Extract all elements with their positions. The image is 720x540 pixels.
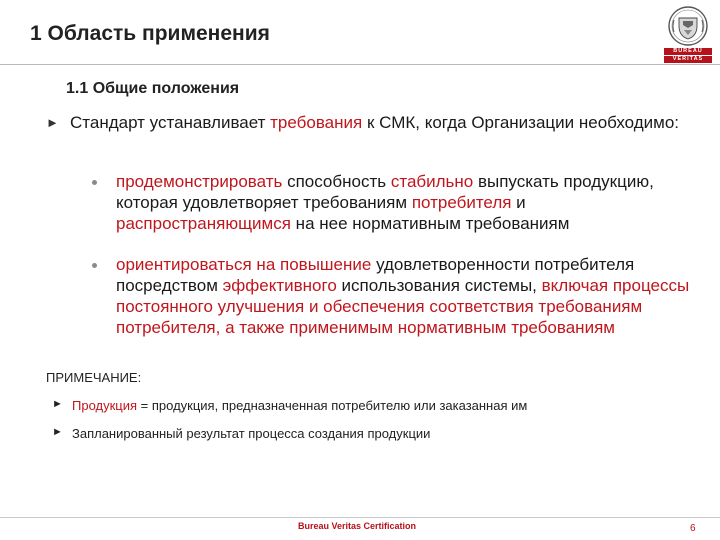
note-item: [52, 398, 672, 413]
triangle-bullet-icon: ►: [52, 426, 63, 438]
list-item: [92, 171, 702, 234]
note-item-text: Продукция = продукция, предназначенная потребителю или заказанная им: [72, 398, 528, 413]
slide-title: 1 Область применения: [30, 22, 270, 45]
main-bullet-text: Стандарт устанавливает требования к СМК, когда Организации необходимо:: [70, 113, 680, 132]
bureau-veritas-emblem-icon: [664, 4, 712, 48]
title-divider: [0, 64, 720, 65]
list-item-text: ориентироваться на повышение удовлетворенности потребителя посредством эффективного использования системы, включая процессы постоянного улучшения и обеспечения соответствия требованиям потребителя, а также применимым нормативным требованиям: [116, 255, 690, 337]
note-label: ПРИМЕЧАНИЕ:: [46, 370, 142, 385]
main-bullet: [46, 111, 686, 134]
triangle-bullet-icon: ►: [52, 398, 63, 410]
note-item: [52, 426, 672, 441]
footer-divider: [0, 517, 720, 518]
dot-bullet-icon: [92, 180, 97, 185]
section-subtitle: 1.1 Общие положения: [66, 80, 240, 97]
list-item: [92, 254, 702, 338]
logo-word-bureau: BUREAU: [664, 48, 712, 55]
page-number: 6: [690, 523, 696, 534]
list-item-text: продемонстрировать способность стабильно выпускать продукцию, которая удовлетворяет требованиям потребителя и распространяющимся на нее нормативным требованиям: [116, 172, 654, 233]
footer-company: Bureau Veritas Certification: [298, 521, 417, 531]
logo-word-veritas: VERITAS: [664, 56, 712, 63]
triangle-bullet-icon: ►: [46, 115, 59, 130]
bureau-veritas-logo: [664, 4, 712, 64]
dot-bullet-icon: [92, 263, 97, 268]
note-item-text: Запланированный результат процесса создания продукции: [72, 426, 431, 441]
